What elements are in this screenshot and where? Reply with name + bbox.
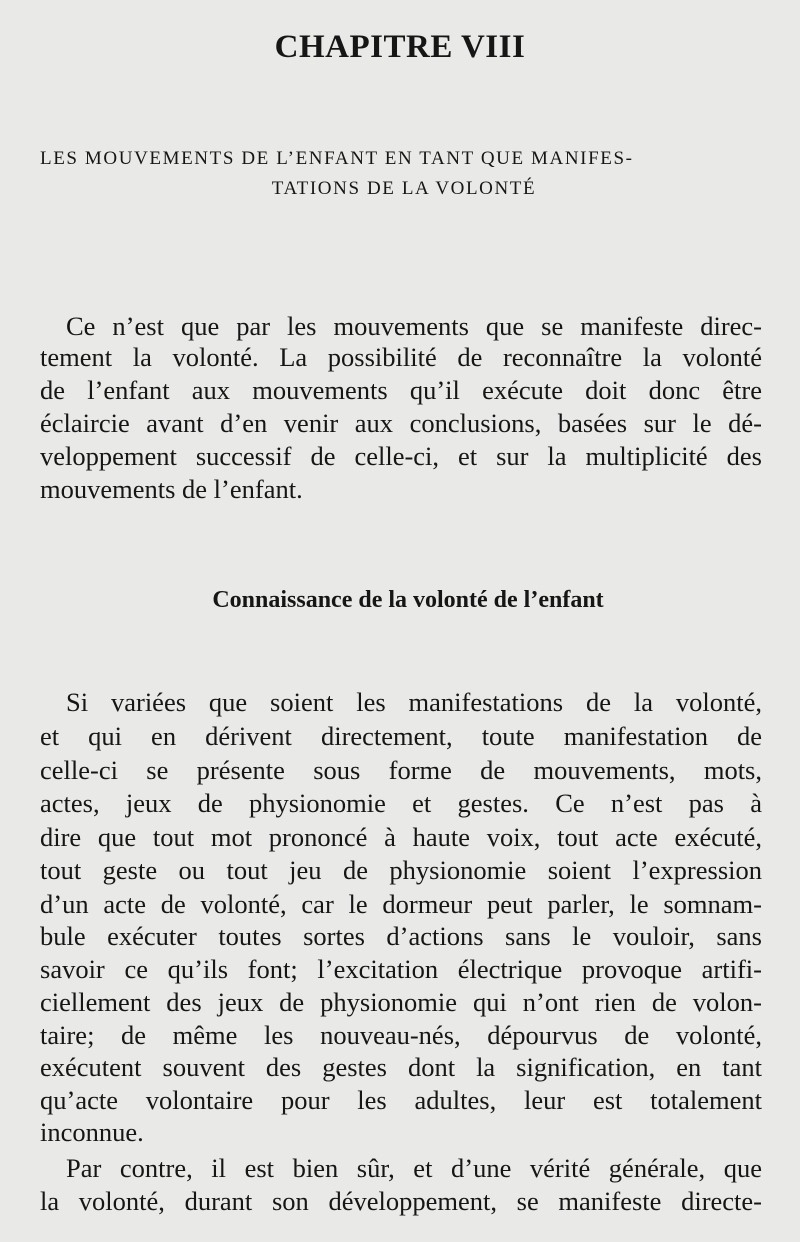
paragraph-2-line-11: taire; de même les nouveau-nés, dépourvus de volonté, [40,1020,762,1050]
paragraph-1-line-3: de l’enfant aux mouvements qu’il exécute doit donc être [40,375,762,405]
paragraph-2-line-2: et qui en dérivent directement, toute manifestation de [40,721,762,751]
paragraph-2-line-9: savoir ce qu’ils font; l’excitation électrique provoque artifi- [40,954,762,984]
paragraph-2-line-3: celle-ci se présente sous forme de mouvements, mots, [40,755,762,785]
section-title: Connaissance de la volonté de l’enfant [212,587,604,613]
paragraph-2-line-7: d’un acte de volonté, car le dormeur peut parler, le somnam- [40,889,762,919]
paragraph-2-line-4: actes, jeux de physionomie et gestes. Ce n’est pas à [40,788,762,818]
paragraph-1-line-4: éclaircie avant d’en venir aux conclusions, basées sur le dé- [40,408,762,438]
paragraph-2-line-13: qu’acte volontaire pour les adultes, leur est totalement [40,1085,762,1115]
paragraph-1-line-6: mouvements de l’enfant. [40,474,303,504]
paragraph-2-line-6: tout geste ou tout jeu de physionomie soient l’expression [40,855,762,885]
paragraph-2-line-1: Si variées que soient les manifestations de la volonté, [66,687,762,717]
paragraph-2-line-14: inconnue. [40,1117,144,1147]
chapter-subtitle-line-1: LES MOUVEMENTS DE L’ENFANT EN TANT QUE MANIFES- [40,148,634,169]
paragraph-1-line-1: Ce n’est que par les mouvements que se manifeste direc- [66,311,762,341]
paragraph-2-line-10: ciellement des jeux de physionomie qui n’ont rien de volon- [40,987,762,1017]
paragraph-2-line-8: bule exécuter toutes sortes d’actions sans le vouloir, sans [40,921,762,951]
paragraph-2-line-12: exécutent souvent des gestes dont la signification, en tant [40,1052,762,1082]
paragraph-1-line-2: tement la volonté. La possibilité de reconnaître la volonté [40,342,762,372]
paragraph-3-line-1: Par contre, il est bien sûr, et d’une vérité générale, que [66,1153,762,1183]
chapter-title: CHAPITRE VIII [274,29,526,65]
chapter-subtitle-line-2: TATIONS DE LA VOLONTÉ [271,178,537,199]
paragraph-1-line-5: veloppement successif de celle-ci, et sur la multiplicité des [40,441,762,471]
paragraph-2-line-5: dire que tout mot prononcé à haute voix, tout acte exécuté, [40,822,762,852]
paragraph-3-line-2: la volonté, durant son développement, se manifeste directe- [40,1186,762,1216]
